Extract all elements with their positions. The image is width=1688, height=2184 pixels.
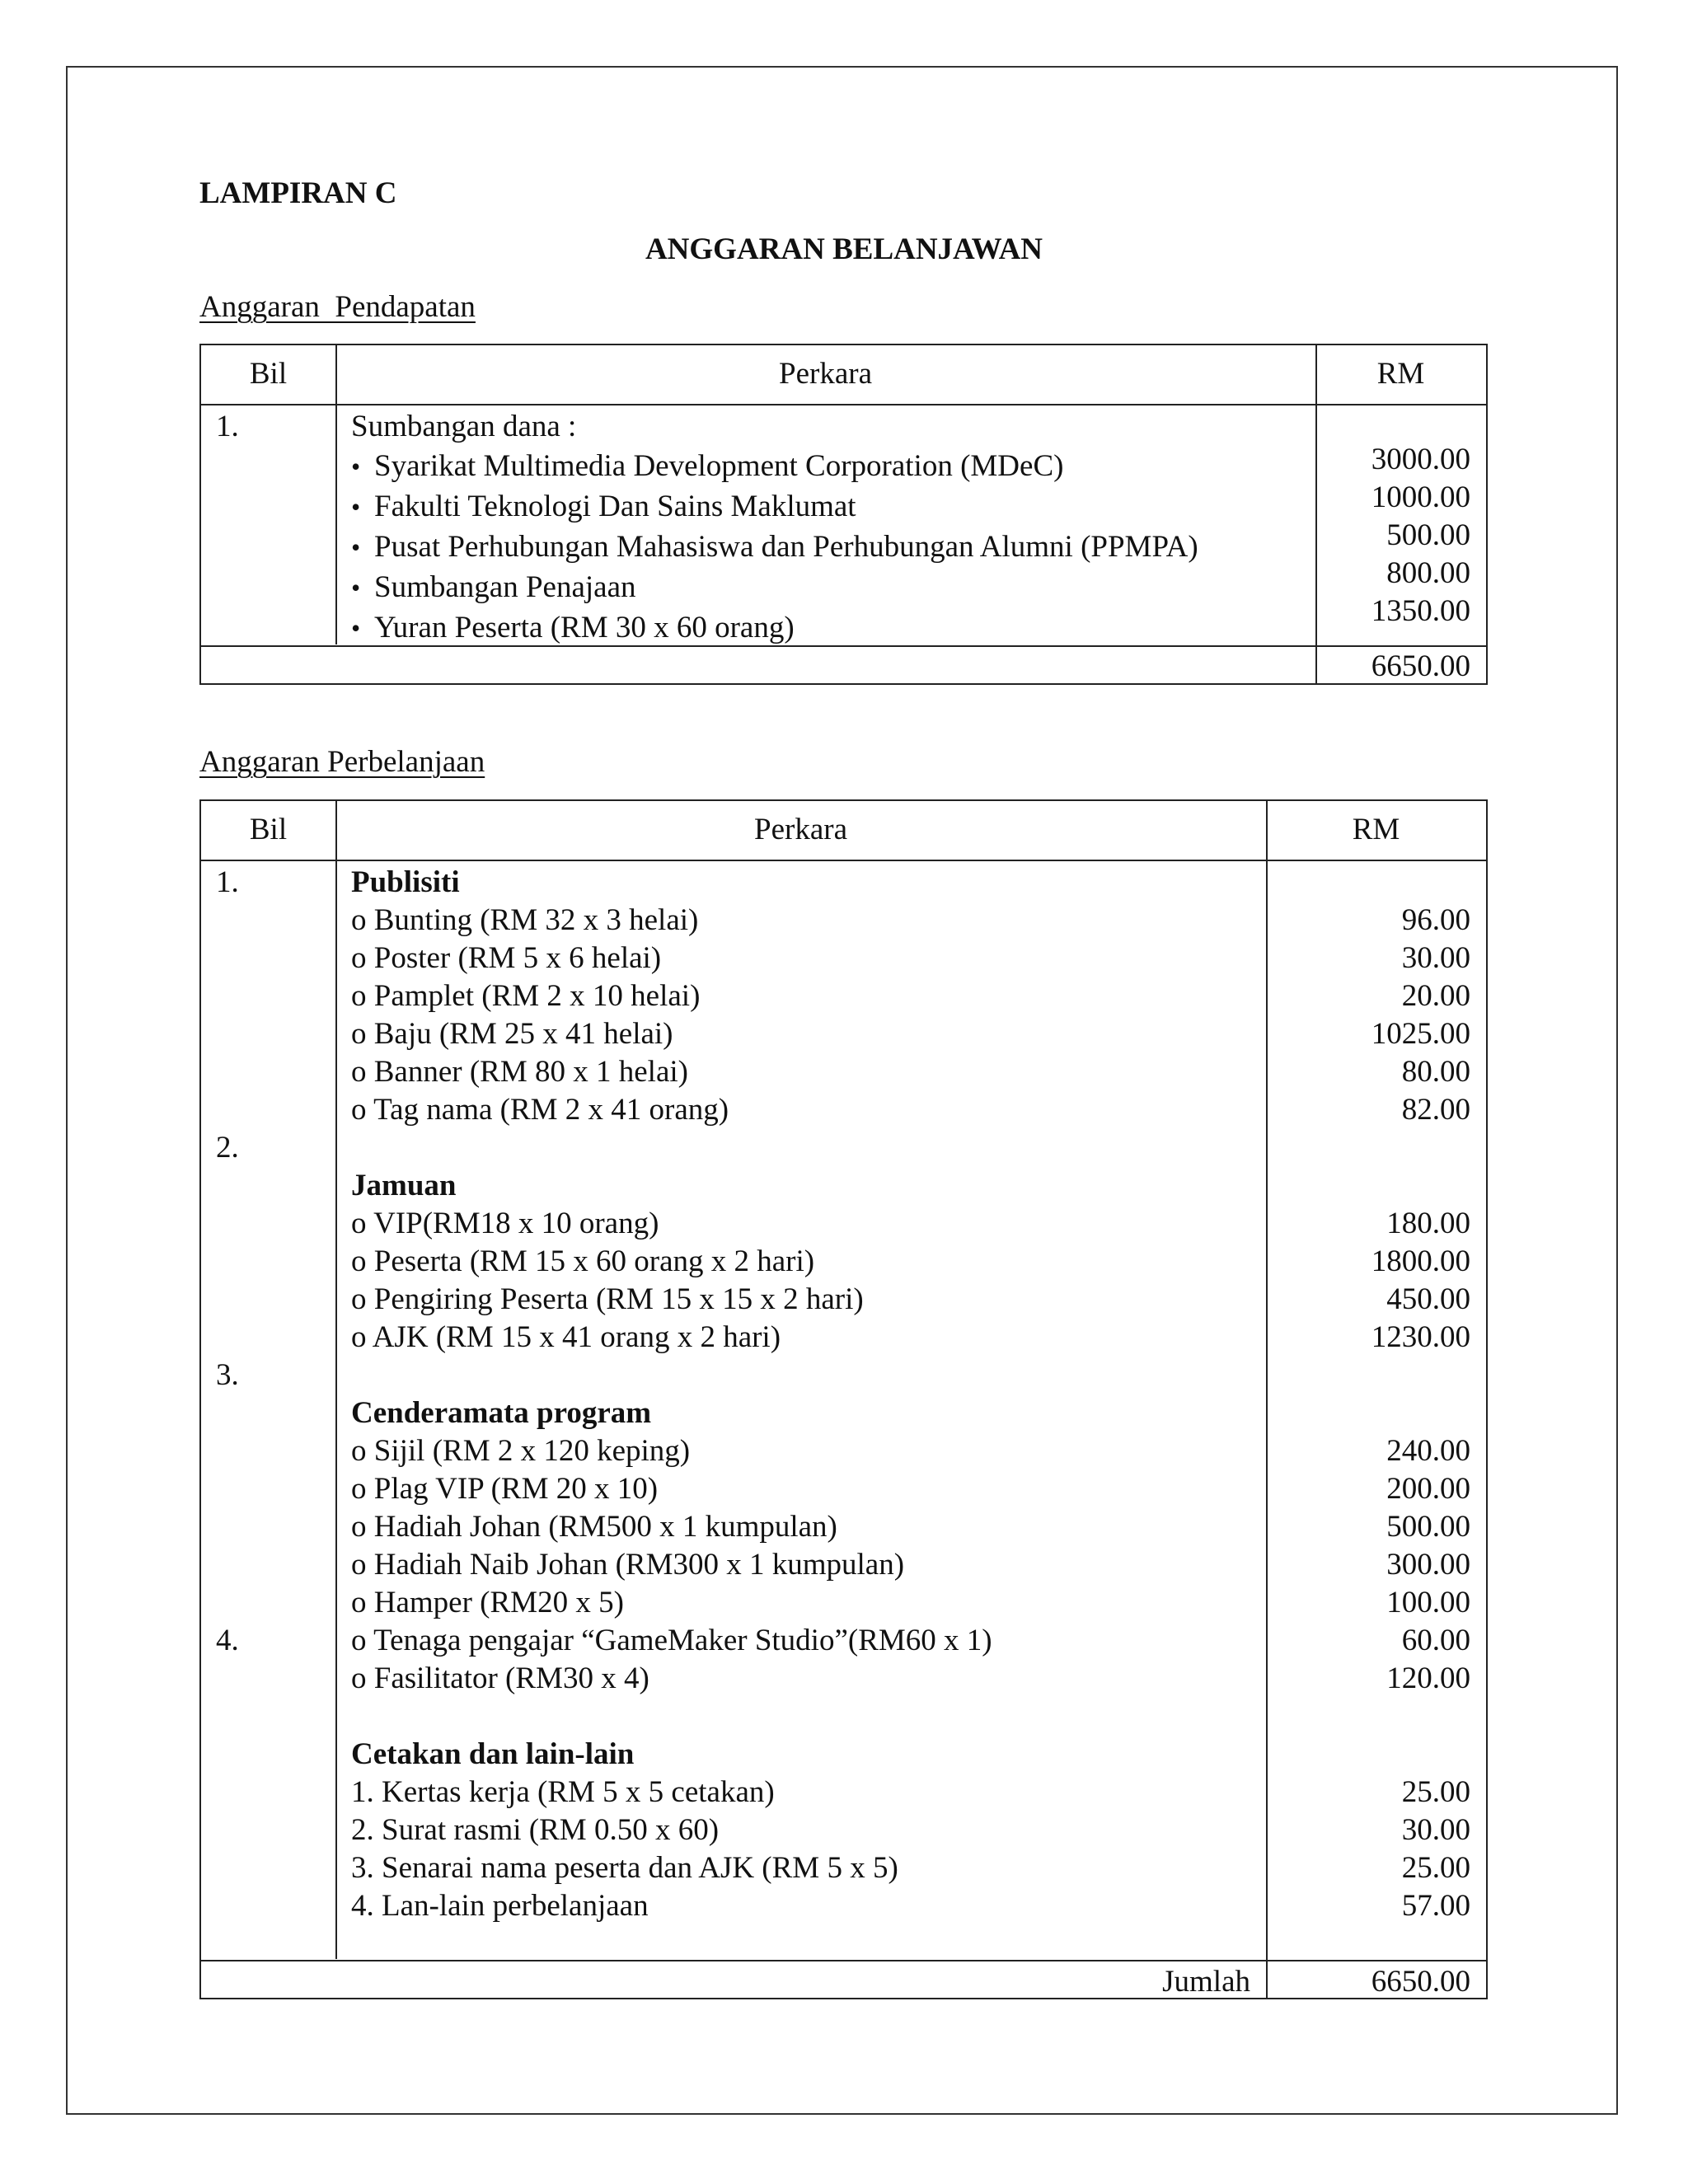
income-item-text: Yuran Peserta (RM 30 x 60 orang) [374, 611, 795, 644]
income-item [351, 446, 1198, 486]
expense-item-amount: 25.00 [1401, 1851, 1470, 1885]
spacer [216, 940, 323, 977]
expense-item: 1. Kertas kerja (RM 5 x 5 cetakan) [351, 1775, 775, 1809]
income-item-amount: 1350.00 [1371, 594, 1470, 628]
expense-item-amount: 1800.00 [1371, 1244, 1470, 1278]
expense-bil-number: 2. [216, 1131, 239, 1165]
expense-amount-column [1266, 864, 1470, 1925]
bullet-icon [351, 530, 374, 564]
expense-item-amount: 100.00 [1386, 1586, 1470, 1619]
spacer [216, 1470, 323, 1508]
expense-item-amount: 60.00 [1401, 1624, 1470, 1657]
income-item-amount: 1000.00 [1371, 480, 1470, 514]
expense-item: o Plag VIP (RM 20 x 10) [351, 1472, 659, 1506]
expense-item-amount: 1025.00 [1371, 1017, 1470, 1051]
spacer [216, 1243, 323, 1281]
expense-item: o Hamper (RM20 x 5) [351, 1586, 624, 1619]
expense-item-amount: 120.00 [1386, 1661, 1470, 1695]
spacer [1266, 1394, 1470, 1432]
income-amount-list [1315, 441, 1470, 630]
spacer [1266, 1167, 1470, 1205]
expense-item-amount: 180.00 [1386, 1207, 1470, 1240]
expense-bil-number: 4. [216, 1624, 239, 1657]
spacer [1266, 1736, 1470, 1774]
income-item-text: Pusat Perhubungan Mahasiswa dan Perhubungan Alumni (PPMPA) [374, 530, 1198, 564]
spacer [216, 902, 323, 940]
income-header-perkara: Perkara [779, 357, 872, 391]
expense-header-bil: Bil [249, 813, 288, 846]
appendix-label: LAMPIRAN C [199, 176, 397, 210]
spacer [216, 1091, 323, 1129]
income-table [199, 344, 1488, 685]
income-item-amount: 800.00 [1386, 556, 1470, 590]
bullet-icon [351, 490, 374, 523]
spacer [216, 1053, 323, 1091]
expense-item: o Bunting (RM 32 x 3 helai) [351, 903, 699, 937]
spacer [216, 1167, 323, 1205]
expense-item-amount: 450.00 [1386, 1282, 1470, 1316]
spacer [351, 1357, 992, 1394]
expense-section-title: Cetakan dan lain-lain [351, 1737, 635, 1771]
bullet-icon [351, 449, 374, 483]
spacer [216, 1546, 323, 1584]
expense-item: 3. Senarai nama peserta dan AJK (RM 5 x 5) [351, 1851, 898, 1885]
expense-item-amount: 96.00 [1401, 903, 1470, 937]
spacer [1266, 864, 1470, 902]
expense-item-amount: 30.00 [1401, 1813, 1470, 1847]
expense-item-amount: 30.00 [1401, 941, 1470, 975]
expense-item-amount: 80.00 [1401, 1055, 1470, 1089]
expense-header-rm: RM [1352, 813, 1400, 846]
expense-item-amount: 500.00 [1386, 1510, 1470, 1544]
expense-item-amount: 82.00 [1401, 1093, 1470, 1127]
expense-section-title: Jamuan [351, 1169, 457, 1202]
expense-item: 2. Surat rasmi (RM 0.50 x 60) [351, 1813, 720, 1847]
spacer [216, 1319, 323, 1357]
income-item-text: Syarikat Multimedia Development Corporation (MDeC) [374, 449, 1064, 483]
spacer [216, 1584, 323, 1622]
income-header-rm: RM [1376, 357, 1425, 391]
expense-item-amount: 200.00 [1386, 1472, 1470, 1506]
income-item [351, 567, 1198, 607]
expense-item: o AJK (RM 15 x 41 orang x 2 hari) [351, 1320, 781, 1354]
income-row-number: 1. [216, 410, 239, 443]
expense-total-label: Jumlah [1162, 1965, 1250, 1999]
expense-item: o Peserta (RM 15 x 60 orang x 2 hari) [351, 1244, 815, 1278]
income-item-amount: 500.00 [1386, 518, 1470, 552]
expense-bil-column [216, 864, 323, 1660]
spacer [216, 1205, 323, 1243]
income-item [351, 486, 1198, 527]
income-item-amount: 3000.00 [1371, 443, 1470, 476]
spacer [1266, 1698, 1470, 1736]
expense-item-amount: 1230.00 [1371, 1320, 1470, 1354]
spacer [351, 1129, 992, 1167]
expense-item: o Hadiah Johan (RM500 x 1 kumpulan) [351, 1510, 837, 1544]
bullet-icon [351, 611, 374, 644]
expense-section-title: Publisiti [351, 865, 460, 899]
expense-bil-number: 3. [216, 1358, 239, 1392]
expense-item: o Poster (RM 5 x 6 helai) [351, 941, 662, 975]
expense-header-perkara: Perkara [754, 813, 847, 846]
expense-item: o Pengiring Peserta (RM 15 x 15 x 2 hari) [351, 1282, 864, 1316]
expense-item-amount: 300.00 [1386, 1548, 1470, 1582]
expense-item-column [351, 864, 992, 1925]
income-intro: Sumbangan dana : [351, 410, 577, 443]
spacer [216, 1015, 323, 1053]
expense-item: o Hadiah Naib Johan (RM300 x 1 kumpulan) [351, 1548, 905, 1582]
spacer [1266, 1129, 1470, 1167]
expense-item-amount: 25.00 [1401, 1775, 1470, 1809]
income-heading: Anggaran Pendapatan [199, 290, 476, 324]
spacer [216, 977, 323, 1015]
spacer [216, 1508, 323, 1546]
expense-item-amount: 240.00 [1386, 1434, 1470, 1468]
income-total: 6650.00 [1371, 649, 1470, 683]
income-header-bil: Bil [249, 357, 288, 391]
spacer [216, 1432, 323, 1470]
expense-item: o Tenaga pengajar “GameMaker Studio”(RM60 x 1) [351, 1624, 992, 1657]
income-item-list [351, 446, 1198, 648]
income-item [351, 607, 1198, 648]
spacer [351, 1698, 992, 1736]
expense-item: o Sijil (RM 2 x 120 keping) [351, 1434, 691, 1468]
spacer [216, 1281, 323, 1319]
expense-item-amount: 57.00 [1401, 1889, 1470, 1923]
income-item-text: Fakulti Teknologi Dan Sains Maklumat [374, 490, 856, 523]
expense-item: o Fasilitator (RM30 x 4) [351, 1661, 649, 1695]
expense-table [199, 799, 1488, 1999]
document-title: ANGGARAN BELANJAWAN [645, 232, 1043, 266]
income-item-text: Sumbangan Penajaan [374, 570, 636, 604]
expense-total: 6650.00 [1371, 1965, 1470, 1999]
income-item [351, 527, 1198, 567]
spacer [216, 1394, 323, 1432]
expense-heading: Anggaran Perbelanjaan [199, 745, 485, 779]
expense-item: o Pamplet (RM 2 x 10 helai) [351, 979, 701, 1013]
expense-section-title: Cenderamata program [351, 1396, 652, 1430]
expense-bil-number: 1. [216, 865, 239, 899]
bullet-icon [351, 570, 374, 604]
spacer [1266, 1357, 1470, 1394]
expense-item-amount: 20.00 [1401, 979, 1470, 1013]
expense-item: o Baju (RM 25 x 41 helai) [351, 1017, 673, 1051]
expense-item: 4. Lan-lain perbelanjaan [351, 1889, 649, 1923]
expense-item: o Tag nama (RM 2 x 41 orang) [351, 1093, 729, 1127]
expense-item: o VIP(RM18 x 10 orang) [351, 1207, 659, 1240]
expense-item: o Banner (RM 80 x 1 helai) [351, 1055, 688, 1089]
